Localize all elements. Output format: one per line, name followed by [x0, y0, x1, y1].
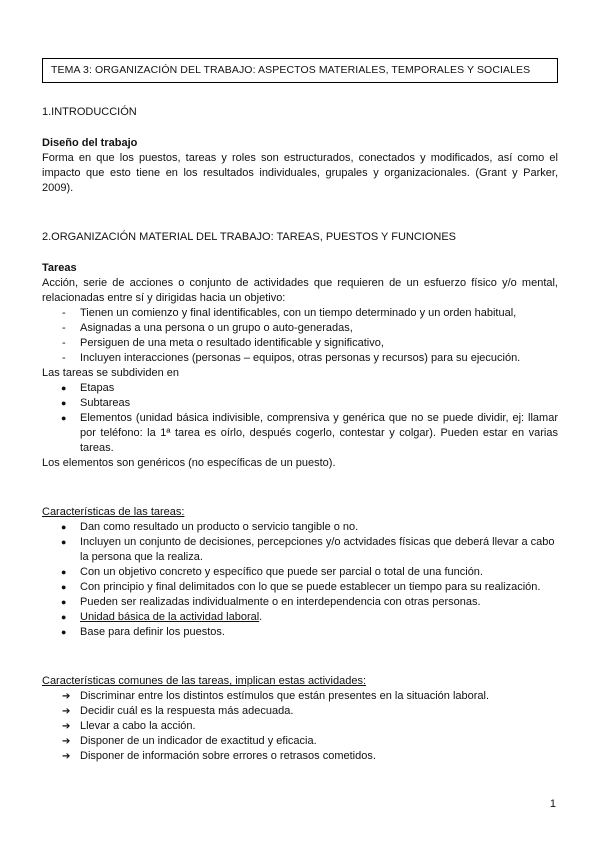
list-item: ● Con un objetivo concreto y específico que puede ser parcial o total de una función.: [42, 565, 558, 580]
list-item: ➔ Disponer de información sobre errores o retrasos cometidos.: [42, 749, 558, 764]
list-item: ● Subtareas: [42, 396, 558, 411]
list-item: - Incluyen interacciones (personas – equipos, otras personas y recursos) para su ejecución.: [42, 351, 558, 366]
page-number: 1: [549, 798, 556, 810]
characteristics-list: [42, 520, 558, 640]
elements-text: Los elementos son genéricos (no específicas de un puesto).: [42, 457, 336, 469]
list-item: - Persiguen de una meta o resultado identificable y significativo,: [42, 336, 558, 351]
list-item-suffix: .: [259, 611, 263, 623]
section-1-subheading: Diseño del trabajo: [42, 137, 138, 149]
section-2-text: Acción, serie de acciones o conjunto de actividades que requieren de un esfuerzo físico y/o mental, relacionadas entre sí y dirigidas hacia un objetivo:: [42, 277, 558, 304]
list-item: - Asignadas a una persona o un grupo o auto-generadas,: [42, 321, 558, 336]
list-item: ● Etapas: [42, 381, 558, 396]
list-item: ● Incluyen un conjunto de decisiones, percepciones y/o actvidades físicas que deberá llevar a cabo la persona que la realiza.: [42, 535, 558, 565]
list-item: - Tienen un comienzo y final identificables, con un tiempo determinado y un orden habitual,: [42, 306, 558, 321]
list-item: ➔ Discriminar entre los distintos estímulos que están presentes en la situación laboral.: [42, 689, 558, 704]
list-item: ➔ Llevar a cabo la acción.: [42, 719, 558, 734]
section-2-heading: 2.ORGANIZACIÓN MATERIAL DEL TRABAJO: TAREAS, PUESTOS Y FUNCIONES: [42, 231, 457, 243]
list-item: ➔ Disponer de un indicador de exactitud y eficacia.: [42, 734, 558, 749]
list-item: ● Base para definir los puestos.: [42, 625, 558, 640]
subdivision-list: [42, 381, 558, 456]
list-item: ● Dan como resultado un producto o servicio tangible o no.: [42, 520, 558, 535]
list-item: [42, 610, 558, 625]
section-1-text: Forma en que los puestos, tareas y roles son estructurados, conectados y modificados, así como el impacto que esto tiene en los resultados individuales, grupales y organizacionales. (Grant y Parker, 2009).: [42, 152, 558, 194]
section-1-heading: 1.INTRODUCCIÓN: [42, 106, 137, 118]
common-characteristics-heading: Características comunes de las tareas, implican estas actividades:: [42, 675, 367, 687]
document-page: [42, 58, 558, 764]
section-2-subheading: Tareas: [42, 262, 77, 274]
underlined-text: Unidad básica de la actividad laboral: [80, 611, 260, 623]
list-item: ➔ Decidir cuál es la respuesta más adecuada.: [42, 704, 558, 719]
common-activities-list: [42, 689, 558, 764]
list-item: ● Elementos (unidad básica indivisible, comprensiva y genérica que no se puede dividir, ej: llamar por teléfono: la 1ª tarea es oírlo, después cogerlo, contestar y colgar). Pueden estar en varias tareas.: [42, 411, 558, 456]
characteristics-heading: Características de las tareas:: [42, 506, 185, 518]
document-title: TEMA 3: ORGANIZACIÓN DEL TRABAJO: ASPECTOS MATERIALES, TEMPORALES Y SOCIALES: [42, 58, 558, 83]
task-properties-list: [42, 306, 558, 366]
list-item: ● Pueden ser realizadas individualmente o en interdependencia con otras personas.: [42, 595, 558, 610]
list-item: ● Con principio y final delimitados con lo que se puede establecer un tiempo para su realización.: [42, 580, 558, 595]
subdivide-text: Las tareas se subdividen en: [42, 367, 179, 379]
